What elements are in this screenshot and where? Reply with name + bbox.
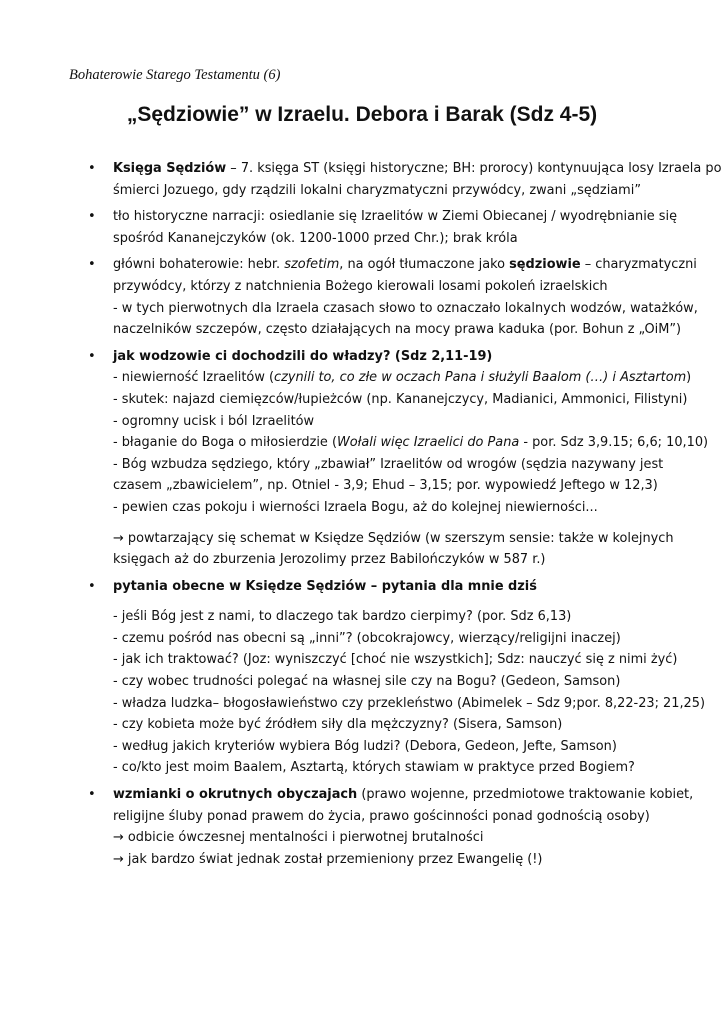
text-run: – 7. księga ST (księgi historyczne; BH: prorocy) kontynuująca losy Izraela po (226, 161, 722, 176)
text-run: - pewien czas pokoju i wierności Izraela Bogu, aż do kolejnej niewierności... (113, 499, 598, 515)
text-line (113, 576, 684, 598)
text-line (113, 671, 684, 693)
text-run: księgach aż do zburzenia Jerozolimy przez Babilończyków w 587 r.) (113, 552, 546, 568)
list-item (0, 576, 724, 779)
text-line (113, 346, 684, 368)
list-item (0, 784, 724, 870)
bold-text: pytania obecne w Księdze Sędziów – pytania dla mnie dziś (113, 578, 537, 594)
text-run: – charyzmatyczni (580, 257, 697, 273)
bullet-marker: • (88, 257, 96, 273)
bold-text: wzmianki o okrutnych obyczajach (113, 787, 358, 803)
text-line (113, 806, 684, 828)
text-run: religijne śluby ponad prawem do życia, prawo gościnności ponad godnością osoby) (113, 808, 650, 824)
text-run: czasem „zbawicielem”, np. Otniel - 3,9; Ehud – 3,15; por. wypowiedź Jeftego w 12,3) (113, 478, 658, 494)
page-title: „Sędziowie” w Izraelu. Debora i Barak (Sdz 4-5) (126, 103, 598, 126)
series-title: Bohaterowie Starego Testamentu (6) (69, 67, 281, 83)
list-item (0, 158, 724, 201)
bold-text: Księga Sędziów (113, 161, 227, 176)
list-item (0, 346, 724, 571)
text-line (113, 693, 705, 715)
text-line (113, 389, 688, 411)
bullet-list (0, 158, 724, 875)
text-line (113, 757, 684, 779)
text-run: ) (686, 370, 692, 386)
text-line (113, 649, 684, 671)
text-run: spośród Kananejczyków (ok. 1200-1000 przed Chr.); brak króla (113, 230, 518, 246)
text-run: - czemu pośród nas obecni są „inni”? (obcokrajowcy, wierzący/religijni inaczej) (113, 630, 621, 646)
text-run: - skutek: najazd ciemięzców/łupieżców (np. Kananejczycy, Madianici, Ammonici, Filistyni) (113, 391, 688, 407)
text-run: naczelników szczepów, często działających na mocy prawa kaduka (por. Bohun z „OiM”) (113, 322, 682, 338)
text-run: - w tych pierwotnych dla Izraela czasach słowo to oznaczało lokalnych wodzów, watażków, (113, 300, 698, 316)
text-line (113, 206, 684, 228)
italic-text: szofetim (284, 257, 340, 273)
text-run: - niewierność Izraelitów ( (113, 370, 274, 386)
text-line (113, 411, 684, 433)
text-line (113, 254, 697, 276)
text-run: - według jakich kryteriów wybiera Bóg ludzi? (Debora, Gedeon, Jefte, Samson) (113, 738, 617, 754)
text-line (113, 736, 684, 758)
text-run: - ogromny ucisk i ból Izraelitów (113, 413, 315, 429)
bullet-marker: • (88, 578, 96, 594)
bold-text: jak wodzowie ci dochodzili do władzy? (Sdz 2,11-19) (113, 348, 493, 364)
text-line (113, 276, 684, 298)
text-run: , na ogół tłumaczone jako (339, 257, 510, 273)
text-line (113, 784, 694, 806)
text-run: (prawo wojenne, przedmiotowe traktowanie kobiet, (357, 787, 694, 803)
bold-text: sędziowie (509, 257, 581, 273)
text-run: przywódcy, którzy z natchnienia Bożego kierowali losami pokoleń izraelskich (113, 278, 608, 294)
bullet-marker: • (88, 209, 96, 225)
bullet-marker: • (88, 787, 96, 803)
text-line (113, 849, 684, 871)
text-line (113, 158, 722, 180)
text-run: - błaganie do Boga o miłosierdzie ( (113, 435, 337, 451)
text-run: główni bohaterowie: hebr. (113, 257, 285, 273)
text-run: - Bóg wzbudza sędziego, który „zbawiał” Izraelitów od wrogów (sędzia nazywany jest (113, 456, 664, 472)
text-run: → jak bardzo świat jednak został przemieniony przez Ewangelię (!) (113, 851, 543, 867)
text-line (113, 228, 684, 250)
text-run: - por. Sdz 3,9.15; 6,6; 10,10) (519, 435, 709, 451)
text-line (113, 180, 684, 202)
text-run: śmierci Jozuego, gdy rządzili lokalni charyzmatyczni przywódcy, zwani „sędziami” (113, 182, 641, 198)
text-line (113, 549, 684, 571)
text-line (113, 367, 692, 389)
italic-text: Wołali więc Izraelici do Pana (337, 435, 520, 451)
text-line (113, 628, 684, 650)
text-line (113, 606, 684, 628)
text-run: - czy wobec trudności polegać na własnej sile czy na Bogu? (Gedeon, Samson) (113, 674, 621, 690)
text-run: - władza ludzka– błogosławieństwo czy przekleństwo (Abimelek – Sdz 9;por. 8,22-23; 21,25) (113, 695, 705, 711)
bullet-marker: • (88, 161, 96, 176)
text-run: → odbicie ówczesnej mentalności i pierwotnej brutalności (113, 830, 484, 846)
list-item (0, 254, 724, 340)
text-line (113, 528, 684, 550)
text-run: → powtarzający się schemat w Księdze Sędziów (w szerszym sensie: także w kolejnych (113, 530, 674, 546)
bullet-marker: • (88, 348, 96, 364)
text-line (113, 432, 709, 454)
text-run: - co/kto jest moim Baalem, Asztartą, których stawiam w praktyce przed Bogiem? (113, 760, 635, 776)
text-line (113, 497, 684, 519)
text-run: - jeśli Bóg jest z nami, to dlaczego tak bardzo cierpimy? (por. Sdz 6,13) (113, 609, 572, 625)
text-run: - jak ich traktować? (Joz: wyniszczyć [choć nie wszystkich]; Sdz: nauczyć się z nimi żyć) (113, 652, 678, 668)
text-line (113, 827, 684, 849)
text-run: - czy kobieta może być źródłem siły dla mężczyzny? (Sisera, Samson) (113, 717, 563, 733)
list-item (0, 206, 724, 249)
text-line (113, 319, 684, 341)
text-line (113, 298, 698, 320)
text-line (113, 454, 684, 476)
text-line (113, 714, 684, 736)
italic-text: czynili to, co złe w oczach Pana i służyli Baalom (…) i Asztartom (274, 370, 687, 386)
text-run: tło historyczne narracji: osiedlanie się Izraelitów w Ziemi Obiecanej / wyodrębnianie się (113, 209, 678, 225)
text-line (113, 475, 684, 497)
